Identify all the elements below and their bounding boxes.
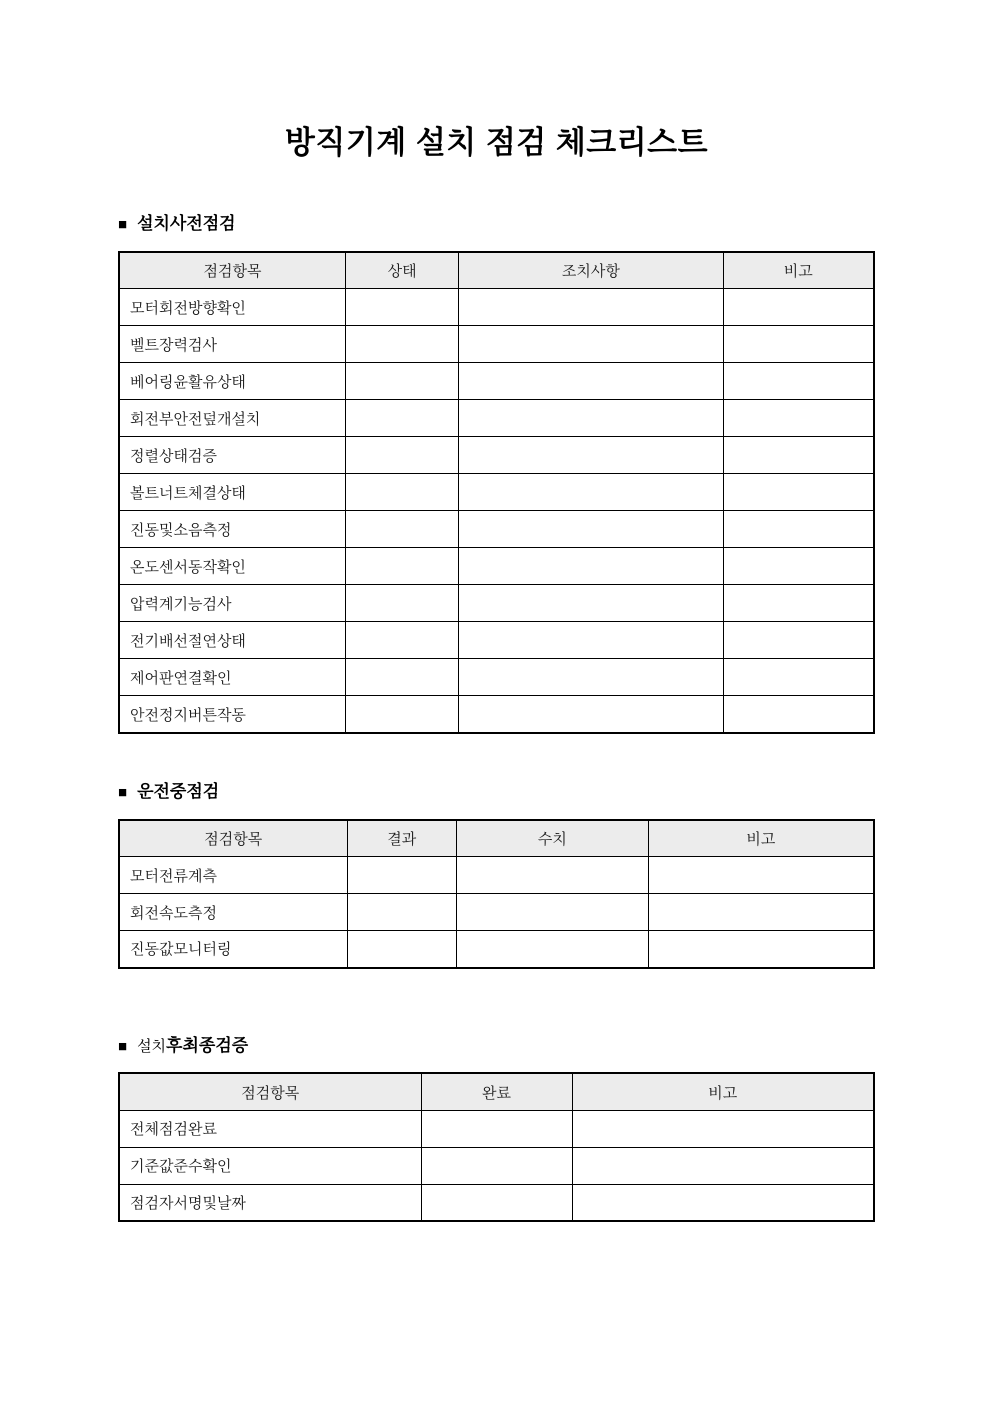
column-header: 점검항목 — [119, 252, 346, 289]
table-row — [119, 400, 874, 437]
empty-cell — [459, 659, 723, 696]
table-header-row — [119, 252, 874, 289]
empty-cell — [346, 363, 459, 400]
check-item-label: 벨트장력검사 — [119, 326, 346, 363]
check-item-label: 진동값모니터링 — [119, 931, 347, 968]
empty-cell — [346, 474, 459, 511]
table-row — [119, 437, 874, 474]
check-item-label: 전체점검완료 — [119, 1110, 421, 1147]
empty-cell — [723, 326, 874, 363]
empty-cell — [459, 511, 723, 548]
empty-cell — [346, 437, 459, 474]
table-row — [119, 511, 874, 548]
pre-installation-check-table — [118, 251, 875, 734]
section-pre-installation-check — [118, 213, 875, 734]
check-item-label: 베어링윤활유상태 — [119, 363, 346, 400]
check-item-label: 전기배선절연상태 — [119, 622, 346, 659]
empty-cell — [459, 400, 723, 437]
section-heading-final-verification — [118, 1035, 875, 1057]
table-row — [119, 931, 874, 968]
empty-cell — [459, 437, 723, 474]
column-header: 비고 — [723, 252, 874, 289]
empty-cell — [346, 659, 459, 696]
empty-cell — [346, 326, 459, 363]
check-item-label: 모터회전방향확인 — [119, 289, 346, 326]
table-row — [119, 622, 874, 659]
empty-cell — [456, 894, 648, 931]
page-title: 방직기계 설치 점검 체크리스트 — [284, 125, 709, 160]
empty-cell — [572, 1147, 874, 1184]
column-header: 결과 — [347, 820, 456, 857]
empty-cell — [723, 400, 874, 437]
check-item-label: 제어판연결확인 — [119, 659, 346, 696]
empty-cell — [456, 857, 648, 894]
table-row — [119, 548, 874, 585]
empty-cell — [421, 1184, 572, 1221]
empty-cell — [347, 931, 456, 968]
empty-cell — [346, 289, 459, 326]
empty-cell — [723, 474, 874, 511]
section-heading-operation — [118, 781, 875, 803]
table-row — [119, 326, 874, 363]
column-header: 완료 — [421, 1073, 572, 1110]
check-item-label: 모터전류계측 — [119, 857, 347, 894]
column-header: 점검항목 — [119, 820, 347, 857]
section-heading-bold-text: 운전중점검 — [137, 781, 220, 801]
operation-check-table — [118, 819, 875, 969]
table-row — [119, 659, 874, 696]
table-row — [119, 474, 874, 511]
check-item-label: 볼트너트체결상태 — [119, 474, 346, 511]
final-verification-table — [118, 1072, 875, 1222]
check-item-label: 점검자서명및날짜 — [119, 1184, 421, 1221]
check-item-label: 압력계기능검사 — [119, 585, 346, 622]
empty-cell — [572, 1110, 874, 1147]
empty-cell — [421, 1147, 572, 1184]
empty-cell — [459, 363, 723, 400]
empty-cell — [346, 622, 459, 659]
check-item-label: 정렬상태검증 — [119, 437, 346, 474]
empty-cell — [723, 659, 874, 696]
empty-cell — [347, 894, 456, 931]
column-header: 수치 — [456, 820, 648, 857]
check-item-label: 안전정지버튼작동 — [119, 696, 346, 733]
column-header: 비고 — [648, 820, 874, 857]
section-heading-pre-installation — [118, 213, 875, 235]
black-square-bullet-icon: ■ — [118, 783, 128, 801]
empty-cell — [346, 585, 459, 622]
empty-cell — [421, 1110, 572, 1147]
empty-cell — [723, 548, 874, 585]
section-heading-light-text: 설치 — [137, 1037, 167, 1055]
empty-cell — [459, 585, 723, 622]
check-item-label: 온도센서동작확인 — [119, 548, 346, 585]
empty-cell — [347, 857, 456, 894]
empty-cell — [723, 585, 874, 622]
table-row — [119, 1184, 874, 1221]
empty-cell — [346, 511, 459, 548]
empty-cell — [346, 548, 459, 585]
column-header: 상태 — [346, 252, 459, 289]
empty-cell — [723, 696, 874, 733]
table-row — [119, 1147, 874, 1184]
table-row — [119, 857, 874, 894]
empty-cell — [459, 696, 723, 733]
empty-cell — [648, 857, 874, 894]
table-row — [119, 585, 874, 622]
empty-cell — [723, 437, 874, 474]
black-square-bullet-icon: ■ — [118, 1037, 128, 1055]
table-row — [119, 894, 874, 931]
table-row — [119, 289, 874, 326]
table-header-row — [119, 1073, 874, 1110]
empty-cell — [572, 1184, 874, 1221]
empty-cell — [346, 400, 459, 437]
empty-cell — [459, 474, 723, 511]
section-heading-bold-text: 설치사전점검 — [137, 214, 236, 234]
empty-cell — [346, 696, 459, 733]
column-header: 점검항목 — [119, 1073, 421, 1110]
check-item-label: 진동및소음측정 — [119, 511, 346, 548]
table-row — [119, 363, 874, 400]
column-header: 비고 — [572, 1073, 874, 1110]
table-header-row — [119, 820, 874, 857]
check-item-label: 기준값준수확인 — [119, 1147, 421, 1184]
table-row — [119, 696, 874, 733]
empty-cell — [648, 894, 874, 931]
empty-cell — [459, 326, 723, 363]
column-header: 조치사항 — [459, 252, 723, 289]
check-item-label: 회전부안전덮개설치 — [119, 400, 346, 437]
empty-cell — [459, 622, 723, 659]
section-final-verification — [118, 1035, 875, 1223]
empty-cell — [723, 511, 874, 548]
empty-cell — [459, 289, 723, 326]
empty-cell — [459, 548, 723, 585]
empty-cell — [723, 622, 874, 659]
black-square-bullet-icon: ■ — [118, 216, 128, 234]
table-row — [119, 1110, 874, 1147]
empty-cell — [456, 931, 648, 968]
empty-cell — [648, 931, 874, 968]
section-heading-bold-text: 후최종검증 — [166, 1035, 249, 1055]
section-operation-check — [118, 781, 875, 969]
empty-cell — [723, 363, 874, 400]
check-item-label: 회전속도측정 — [119, 894, 347, 931]
empty-cell — [723, 289, 874, 326]
